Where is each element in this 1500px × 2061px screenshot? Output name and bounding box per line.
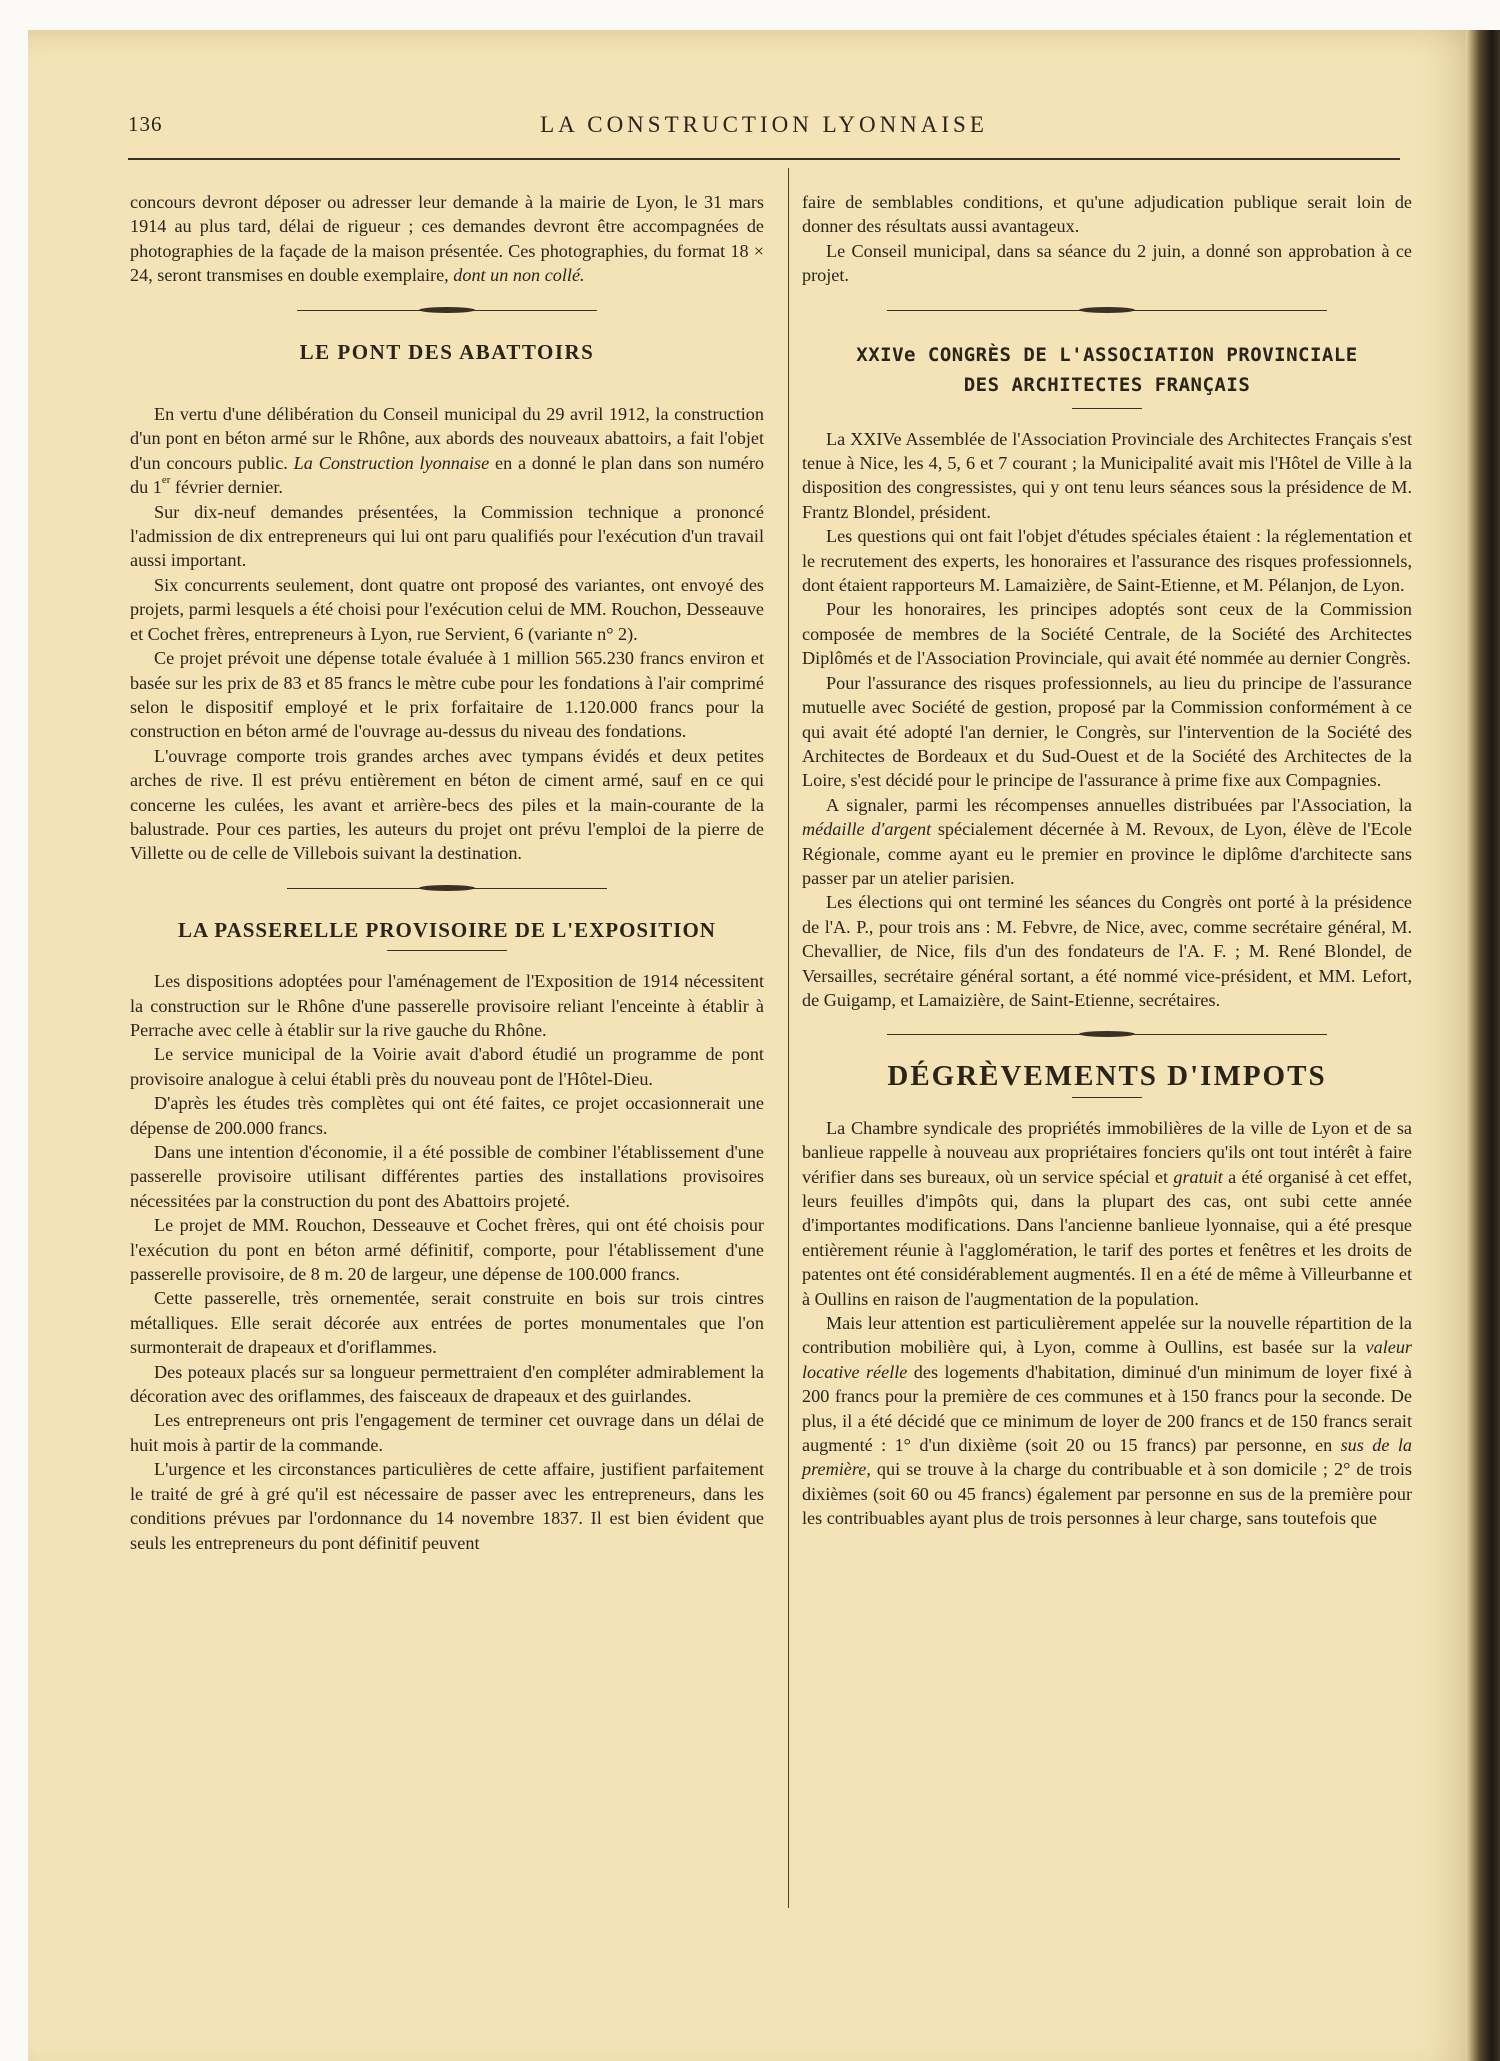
paragraph: Pour les honoraires, les principes adoptés sont ceux de la Commission composée de membres de la Société Centrale, de la Société des Architectes Diplômés et de l'Association Provinciale, qui avait été nommée au dernier Congrès.: [802, 599, 1412, 669]
page-binding-edge: [1466, 30, 1500, 2061]
paragraph: Les dispositions adoptées pour l'aménagement de l'Exposition de 1914 nécessitent la construction sur le Rhône d'une passerelle provisoire reliant l'enceinte à établir à Perrache avec celle à établir sur la rive gauche du Rhône.: [130, 971, 764, 1040]
paragraph: L'ouvrage comporte trois grandes arches avec tympans évidés et deux petites arches de rive. Il est prévu entièrement en béton de ciment armé, sauf en ce qui concerne les culées, les avant et arrière-becs des piles et la main-courante de la balustrade. Pour ces parties, les auteurs du projet ont prévu l'emploi de la pierre de Villette ou de celle de Villebois suivant la destination.: [130, 745, 764, 864]
paragraph: Les entrepreneurs ont pris l'engagement de terminer cet ouvrage dans un délai de huit mois à partir de la commande.: [130, 1410, 764, 1455]
right-column: [802, 190, 1412, 1531]
section-title: XXIVe CONGRÈS DE L'ASSOCIATION PROVINCIALE DES ARCHITECTES FRANÇAIS: [856, 343, 1358, 396]
title-underrule: [1072, 1097, 1142, 1098]
paragraph: Le projet de MM. Rouchon, Desseauve et Cochet frères, qui ont été choisis pour l'exécution du pont en béton armé définitif, comporte, pour l'établissement d'une passerelle provisoire, de 8 m. 20 de largeur, une dépense de 100.000 francs.: [130, 1215, 764, 1285]
paragraph: L'urgence et les circonstances particulières de cette affaire, justifient parfaitement le traité de gré à gré qu'il est nécessaire de passer avec les entrepreneurs, dans les conditions prévues par l'ordonnance du 14 novembre 1837. Il est bien évident que seuls les entrepreneurs du pont définitif peuvent: [130, 1459, 764, 1553]
section-separator: [887, 310, 1327, 314]
paragraph: Le service municipal de la Voirie avait d'abord étudié un programme de pont provisoire analogue à celui établi près du nouveau pont de l'Hôtel-Dieu.: [130, 1044, 764, 1089]
section-title: LA PASSERELLE PROVISOIRE DE L'EXPOSITION: [178, 917, 716, 942]
paragraph: En vertu d'une délibération du Conseil municipal du 29 avril 1912, la construction d'un pont en béton armé sur le Rhône, aux abords des nouveaux abattoirs, a fait l'objet d'un concours public. La Construction lyonnaise en a donné le plan dans son numéro du 1er février dernier.: [130, 404, 764, 498]
paragraph: Sur dix-neuf demandes présentées, la Commission technique a prononcé l'admission de dix entrepreneurs qui lui ont paru qualifiés pour l'exécution d'un travail aussi important.: [130, 501, 764, 571]
section-separator: [287, 888, 607, 892]
header-rule: [128, 158, 1400, 160]
running-title: LA CONSTRUCTION LYONNAISE: [540, 112, 988, 137]
paragraph: Cette passerelle, très ornementée, serait construite en bois sur trois cintres métalliques. Elle serait décorée aux entrées de portes monumentales que l'on surmonterait de drapeaux et d'oriflammes.: [130, 1288, 764, 1358]
section-separator: [297, 310, 597, 314]
paragraph: Les élections qui ont terminé les séances du Congrès ont porté à la présidence de l'A. P., pour trois ans : M. Febvre, de Nice, avec, comme secrétaire général, M. Chevallier, de Nice, fils d'un des fondateurs de l'A. F. ; M. René Blondel, de Versailles, secrétaire général sortant, a été nommé vice-président, et MM. Lefort, de Guigamp, et Lamaizière, de Saint-Etienne, secrétaires.: [802, 892, 1412, 1010]
paragraph: Pour l'assurance des risques professionnels, au lieu du principe de l'assurance mutuelle avec Société de gestion, proposé par la Commission conformément à ce qui avait été adopté l'an dernier, le Congrès, sur l'intervention de la Société des Architectes de Bordeaux et du Sud-Ouest et de la Société des Architectes de la Loire, s'est décidé pour le principe de l'assurance à prime fixe aux Compagnies.: [802, 672, 1412, 791]
paragraph: Des poteaux placés sur sa longueur permettraient d'en compléter admirablement la décoration avec des oriflammes, des faisceaux de drapeaux et des guirlandes.: [130, 1361, 764, 1407]
paragraph: D'après les études très complètes qui ont été faites, ce projet occasionnerait une dépense de 200.000 francs.: [130, 1093, 764, 1138]
paragraph: La XXIVe Assemblée de l'Association Provinciale des Architectes Français s'est tenue à Nice, les 4, 5, 6 et 7 courant ; la Municipalité avait mis l'Hôtel de Ville à la disposition des congressistes, qui y ont tenu leurs séances sous la présidence de M. Frantz Blondel, président.: [802, 428, 1412, 522]
section-title: LE PONT DES ABATTOIRS: [299, 339, 595, 364]
page-header: [128, 112, 1400, 152]
paragraph: faire de semblables conditions, et qu'une adjudication publique serait loin de donner des résultats aussi avantageux.: [802, 192, 1412, 237]
section-title: DÉGRÈVEMENTS D'IMPOTS: [887, 1060, 1327, 1093]
paragraph: Six concurrents seulement, dont quatre ont proposé des variantes, ont envoyé des projets, parmi lesquels a été choisi pour l'exécution celui de MM. Rouchon, Desseauve et Cochet frères, entrepreneurs à Lyon, rue Servient, 6 (variante n° 2).: [130, 574, 764, 644]
paragraph: A signaler, parmi les récompenses annuelles distribuées par l'Association, la médaille d'argent spécialement décernée à M. Revoux, de Lyon, élève de l'Ecole Régionale, comme ayant eu le premier en province le diplôme d'architecte sans passer par un atelier parisien.: [802, 794, 1412, 888]
page-number: 136: [128, 112, 163, 136]
paragraph: concours devront déposer ou adresser leur demande à la mairie de Lyon, le 31 mars 1914 au plus tard, délai de rigueur ; ces demandes devront être accompagnées de photographies de la façade de la maison présentée. Ces photographies, du format 18 × 24, seront transmises en double exemplaire, dont un non collé.: [130, 192, 764, 286]
paragraph: Ce projet prévoit une dépense totale évaluée à 1 million 565.230 francs environ et basée sur les prix de 83 et 85 francs le mètre cube pour les fondations à l'air comprimé selon le dispositif employé et le prix forfaitaire de 1.120.000 francs pour la construction en béton armé de l'ouvrage au-dessus du niveau des fondations.: [130, 648, 764, 742]
paragraph: Les questions qui ont fait l'objet d'études spéciales étaient : la réglementation et le recrutement des experts, les honoraires et l'assurance des risques professionnels, dont étaient rapporteurs M. Lamaizière, de Saint-Etienne, et M. Pélanjon, de Lyon.: [802, 526, 1412, 596]
title-underrule: [1072, 408, 1142, 409]
paragraph: Le Conseil municipal, dans sa séance du 2 juin, a donné son approbation à ce projet.: [802, 240, 1412, 286]
paragraph: Dans une intention d'économie, il a été possible de combiner l'établissement d'une passerelle provisoire utilisant différentes parties des installations provisoires nécessitées par la construction du pont des Abattoirs projeté.: [130, 1142, 764, 1211]
left-column: [130, 190, 764, 1555]
column-divider: [788, 168, 789, 1908]
paragraph: La Chambre syndicale des propriétés immobilières de la ville de Lyon et de sa banlieue rappelle à nouveau aux propriétaires fonciers qu'ils ont tout intérêt à faire vérifier dans ses bureaux, où un service spécial et gratuit a été organisé à cet effet, leurs feuilles d'impôts qui, dans la plupart des cas, ont subi cette année d'importantes modifications. Dans l'ancienne banlieue lyonnaise, qui a été presque entièrement réunie à l'agglomération, le tarif des portes et fenêtres et les droits de patentes ont été considérablement augmentés. Il en a été de même à Villeurbanne et à Oullins en raison de l'augmentation de la population.: [802, 1117, 1412, 1309]
section-separator: [887, 1034, 1327, 1038]
paragraph: Mais leur attention est particulièrement appelée sur la nouvelle répartition de la contribution mobilière qui, à Lyon, comme à Oullins, est basée sur la valeur locative réelle des logements d'habitation, diminué d'un minimum de loyer fixé à 200 francs pour la première de ces communes et à 150 francs pour la seconde. De plus, il a été décidé que ce minimum de loyer de 200 francs et de 150 francs serait augmenté : 1° d'un dixième (soit 20 ou 15 francs) par personne, en sus de la première, qui se trouve à la charge du contribuable et à son domicile ; 2° de trois dixièmes (soit 60 ou 45 francs) également par personne en sus de la première pour les contribuables ayant plus de trois personnes à leur charge, sans toutefois que: [802, 1313, 1413, 1529]
title-underrule: [387, 950, 507, 951]
